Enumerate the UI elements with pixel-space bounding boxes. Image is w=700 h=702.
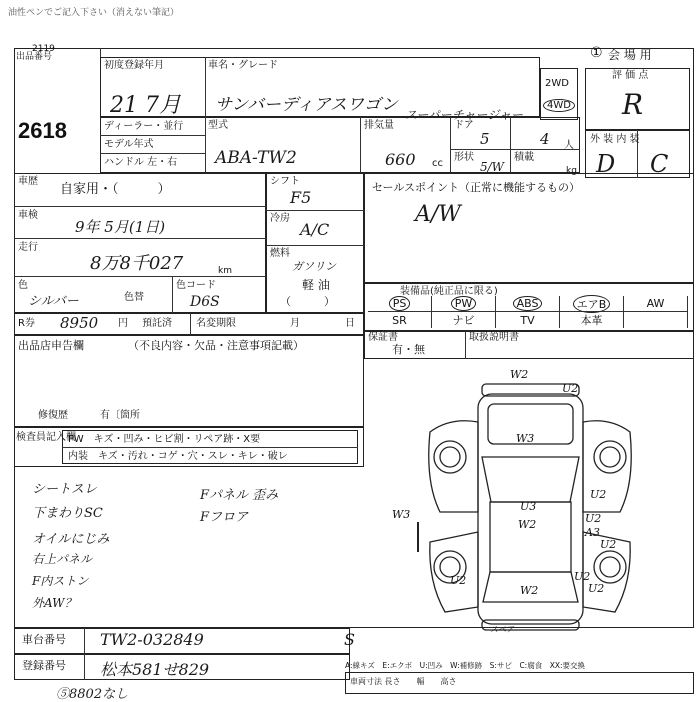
plate-label: 登録番号 — [22, 659, 66, 672]
car-windshield — [482, 457, 579, 502]
equipment-item-0 — [368, 296, 432, 312]
yen-unit: 円 — [118, 318, 128, 329]
note-1: シートスレ — [32, 482, 97, 497]
name-value: サンバーディアスワゴン — [215, 95, 398, 115]
mark-7: U2 — [585, 512, 602, 525]
doors-label: ドア — [454, 120, 474, 131]
equipment-item-r2-0: SR — [368, 312, 432, 328]
equipment-circle-1: PW — [451, 296, 477, 311]
dealer-label: ディーラー・並行 — [104, 121, 184, 132]
chassis-label: 車台番号 — [22, 633, 66, 646]
rating-label: 評 価 点 — [612, 70, 649, 81]
mark-3: U2 — [590, 488, 607, 501]
ac-value: A/C — [300, 220, 330, 239]
shape-label: 形状 — [454, 152, 474, 163]
km-unit: km — [218, 266, 232, 276]
equipment-circle-2: ABS — [513, 296, 543, 311]
mark-5: W2 — [518, 518, 537, 531]
warranty-value: 有・無 — [392, 343, 425, 356]
ac-label: 冷房 — [270, 213, 290, 224]
dimensions-label: 車両寸法 長さ 幅 高さ — [350, 677, 457, 686]
id-label: 出品番号 — [16, 52, 53, 62]
equipment-item-3 — [560, 296, 624, 312]
handle-label: ハンドル 左・右 — [104, 157, 178, 168]
note-3: オイルにじみ — [32, 532, 110, 547]
inspector-row1: FW キズ・凹み・ヒビ割・リペア跡・X要 — [68, 434, 261, 445]
shift-value: F5 — [290, 188, 312, 207]
drive-2wd: 2WD — [545, 78, 569, 89]
mark-6: W3 — [392, 508, 411, 521]
note-6: 外AW？ — [32, 596, 77, 610]
color-change-label: 色替 — [124, 292, 144, 303]
drive-4wd: 4WD — [543, 99, 575, 112]
wheel-front-left — [434, 441, 466, 473]
venue-label: 会 場 用 — [608, 48, 652, 62]
chassis-value: TW2-032849 — [100, 630, 204, 649]
note-5: F内ストン — [32, 574, 89, 588]
damage-legend: A:線キズ E:エクボ U:凹み W:補修跡 S:サビ C:腐食 XX:要交換 — [345, 661, 586, 670]
note-2: 下まわりSC — [32, 506, 103, 521]
mark-1: U2 — [562, 382, 579, 395]
mark-11: W2 — [520, 584, 539, 597]
top-note: 油性ペンでご記入下さい（消えない筆記） — [8, 8, 180, 18]
mileage-label: 走行 — [18, 242, 38, 253]
mark-12: U2 — [574, 570, 591, 583]
ext-grade: D — [596, 150, 616, 178]
mark-8: A3 — [585, 526, 600, 539]
seats-unit: 人 — [564, 140, 574, 151]
mark-0: W2 — [510, 368, 529, 381]
bottom-note: ⑤8802なし — [56, 687, 129, 702]
type-label: 型式 — [208, 120, 228, 131]
displacement-label: 排気量 — [364, 120, 394, 131]
note-4: 右上パネル — [32, 552, 93, 566]
fuel-diesel: 軽 油 — [302, 278, 330, 292]
history-label: 車歴 — [18, 176, 38, 187]
exhibitor-label: 出品店申告欄 — [18, 339, 84, 352]
venue-num: ① — [590, 45, 603, 61]
mark-9: U2 — [600, 538, 617, 551]
equipment-item-r2-1: ナビ — [432, 312, 496, 328]
inspection-value: 9年 5月(1日) — [75, 218, 166, 236]
name-change-label: 名変期限 — [196, 318, 236, 329]
fuel-paren: （ ） — [280, 295, 335, 308]
equipment-item-r2-4 — [624, 312, 688, 328]
color-label: 色 — [18, 280, 28, 291]
load-label: 積載 — [514, 152, 534, 163]
sales-point-value: A/W — [415, 202, 461, 227]
repair-label: 修復歴 — [38, 410, 68, 421]
rating-value: R — [622, 88, 644, 121]
color-value: シルバー — [28, 294, 79, 309]
deposit-label: 預託済 — [142, 318, 172, 329]
fuel-label: 燃料 — [270, 248, 290, 259]
lot-number: 2618 — [18, 118, 67, 143]
repair-value: 有〔箇所 — [100, 410, 140, 421]
name-label: 車名・グレード — [208, 60, 278, 71]
color-code-label: 色コード — [176, 280, 216, 291]
exhibitor-note: （不良内容・欠品・注意事項記載） — [128, 339, 304, 352]
inspector-label-text: 検査員記入欄 — [16, 432, 76, 443]
equipment-label: 装備品(純正品に限る) — [400, 286, 498, 297]
equipment-item-2 — [496, 296, 560, 312]
spare-label: スペア — [490, 625, 514, 634]
ext-int-label: 外 装 内 装 — [590, 134, 640, 145]
type-value: ABA-TW2 — [215, 148, 297, 168]
history-value: 自家用・（ ） — [60, 182, 171, 197]
mark-2: W3 — [516, 432, 535, 445]
month-label: 月 — [290, 318, 300, 329]
load-unit: kg — [566, 166, 577, 176]
recycle-label: R券 — [18, 318, 35, 329]
manual-label: 取扱説明書 — [469, 332, 519, 343]
inspection-label: 車検 — [18, 210, 38, 221]
wheel-rear-right — [594, 551, 626, 583]
int-grade: C — [650, 150, 669, 178]
first-reg-label: 初度登録年月 — [104, 60, 164, 71]
warranty-label: 保証書 — [368, 332, 398, 343]
shape-value: 5/W — [480, 160, 505, 174]
car-diagram — [370, 362, 690, 634]
model-year-label: モデル年式 — [104, 139, 154, 150]
left-rear-panel — [430, 532, 478, 612]
color-code-value: D6S — [190, 294, 220, 310]
mileage-value: 8万8千027 — [90, 253, 184, 274]
equipment-item-r2-2: TV — [496, 312, 560, 328]
mark-10: U2 — [450, 574, 467, 587]
first-reg-value: 21 7月 — [110, 93, 181, 118]
equipment-item-4: AW — [624, 296, 688, 312]
inspector-row2: 内装 キズ・汚れ・コゲ・穴・スレ・キレ・破レ — [68, 451, 288, 462]
equipment-item-1 — [432, 296, 496, 312]
day-label: 日 — [345, 318, 355, 329]
wheel-front-right — [594, 441, 626, 473]
equipment-circle-0: PS — [389, 296, 411, 311]
equipment-circle-3: エアB — [573, 295, 611, 313]
recycle-value: 8950 — [60, 314, 99, 332]
id-small: 2119 — [32, 44, 55, 54]
note-right-1: Fパネル 歪み — [200, 488, 279, 503]
equipment-item-r2-3: 本革 — [560, 312, 624, 328]
doors-value: 5 — [480, 130, 490, 148]
note-right-2: Fフロア — [200, 510, 249, 525]
sales-point-label: セールスポイント（正常に機能するもの） — [372, 181, 581, 194]
mark-4: U3 — [520, 500, 537, 513]
cc-unit: cc — [432, 158, 443, 169]
shift-label: シフト — [270, 176, 300, 187]
mark-13: U2 — [588, 582, 605, 595]
seats-value: 4 — [540, 130, 550, 148]
plate-value: 松本581せ829 — [100, 660, 210, 679]
fuel-gasoline: ガソリン — [292, 260, 336, 273]
grade-value: スーパーチャージャー — [405, 108, 523, 122]
displacement-value: 660 — [385, 150, 416, 169]
